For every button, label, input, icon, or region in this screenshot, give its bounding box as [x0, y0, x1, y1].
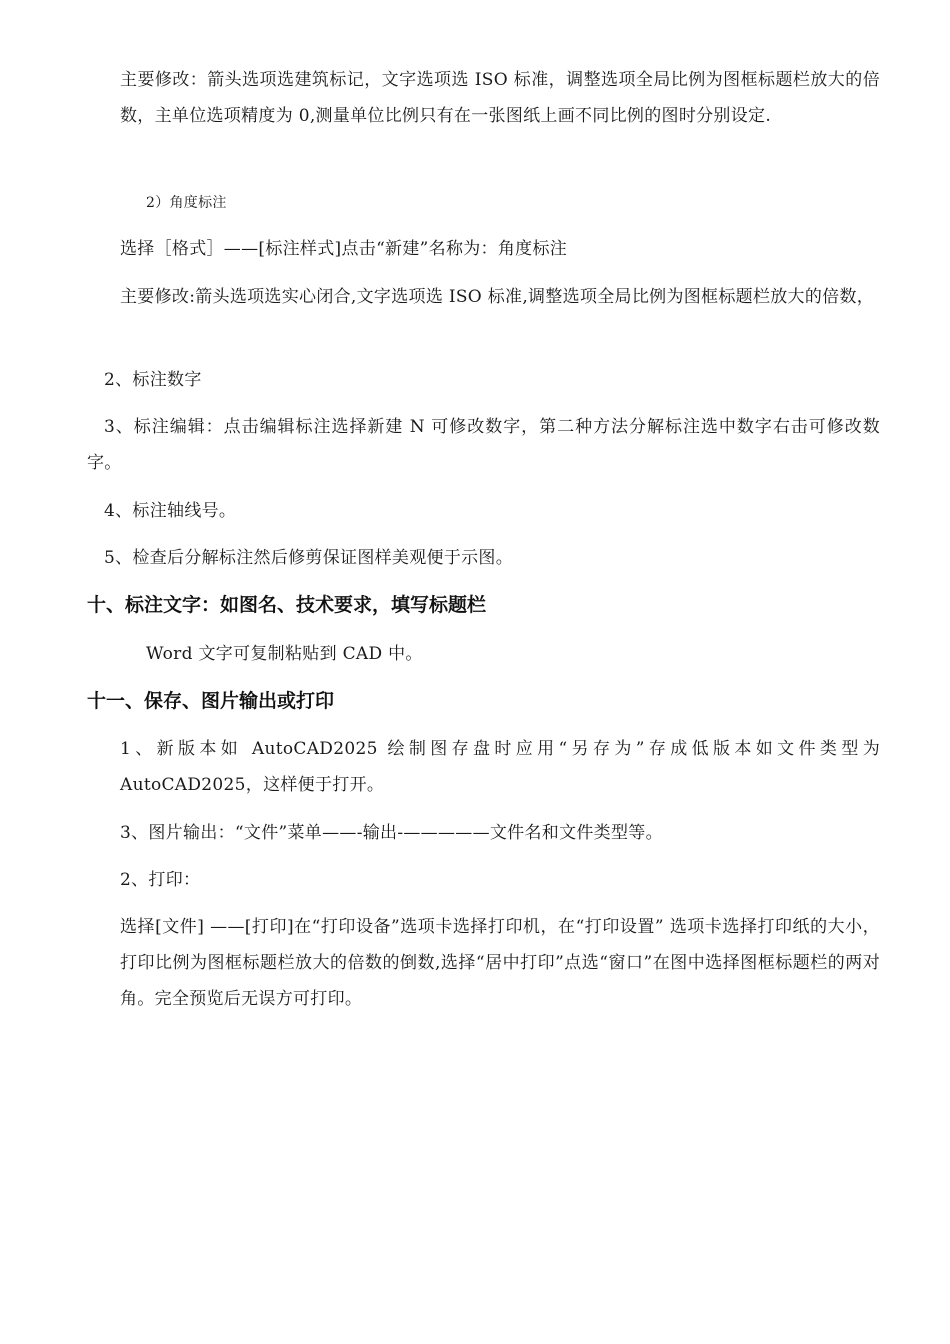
paragraph-select-format: 选择［格式］——[标注样式]点击“新建”名称为：角度标注 — [120, 239, 568, 259]
paragraph-angle-modification: 主要修改:箭头选项选实心闭合,文字选项选 ISO 标准,调整选项全局比例为图框标题栏放大的倍数， — [120, 287, 875, 307]
section-heading-annotate-text: 十、标注文字：如图名、技术要求，填写标题栏 — [87, 594, 487, 616]
subheading-angle-dimension: 2）角度标注 — [146, 195, 227, 211]
paragraph-main-modification-arrow: 主要修改：箭头选项选建筑标记，文字选项选 ISO 标准，调整选项全局比例为图框标题栏放大的倍数，主单位选项精度为 0,测量单位比例只有在一张图纸上画不同比例的图时分别设定. — [120, 70, 880, 126]
list-item-axis-number: 4、标注轴线号。 — [104, 501, 237, 521]
paragraph-print-steps: 选择[文件] ——[打印]在“打印设备”选项卡选择打印机，在“打印设置” 选项卡选择打印纸的大小，打印比例为图框标题栏放大的倍数的倒数,选择“居中打印”点选“窗口”在图中选择图框标题栏的两对角。完全预览后无误方可打印。 — [120, 917, 880, 1009]
list-item-dimension-edit: 3、标注编辑：点击编辑标注选择新建 N 可修改数字，第二种方法分解标注选中数字右击可修改数字。 — [87, 417, 880, 473]
list-item-check-and-trim: 5、检查后分解标注然后修剪保证图样美观便于示图。 — [104, 548, 514, 568]
paragraph-print-title: 2、打印： — [120, 870, 201, 890]
section-heading-save-print: 十一、保存、图片输出或打印 — [87, 690, 335, 712]
paragraph-save-as: 1、新版本如 AutoCAD2025 绘制图存盘时应用“另存为”存成低版本如文件类型为 AutoCAD2025，这样便于打开。 — [120, 739, 880, 795]
paragraph-word-copy: Word 文字可复制粘贴到 CAD 中。 — [146, 644, 423, 664]
list-item-dimension-numbers: 2、标注数字 — [104, 370, 202, 390]
paragraph-image-output: 3、图片输出：“文件”菜单——-输出-—————文件名和文件类型等。 — [120, 823, 663, 843]
